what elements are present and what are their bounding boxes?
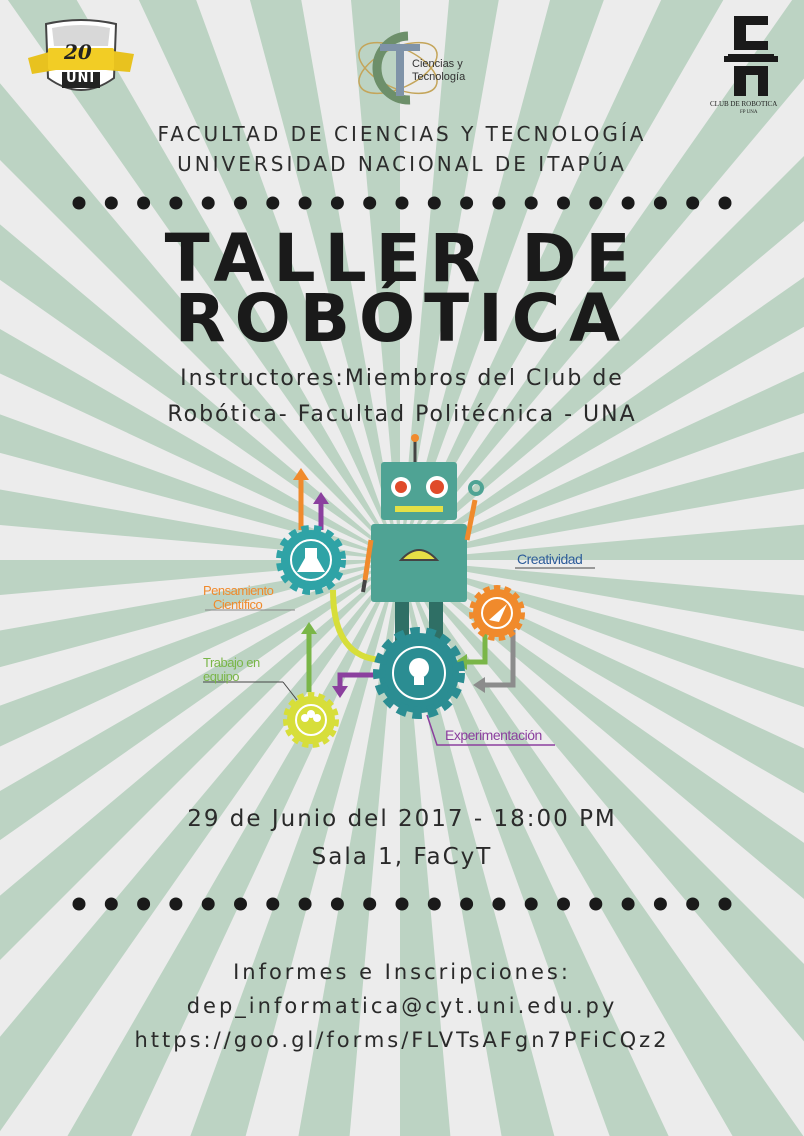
divider-dot bbox=[396, 898, 409, 911]
divider-dot bbox=[202, 898, 215, 911]
divider-dot bbox=[169, 898, 182, 911]
contact-email[interactable]: dep_informatica@cyt.uni.edu.py bbox=[186, 994, 618, 1018]
cyt-logo-line1: Ciencias y bbox=[412, 58, 463, 70]
divider-dot bbox=[460, 898, 473, 911]
divider-dot bbox=[137, 898, 150, 911]
divider-dot bbox=[331, 197, 344, 210]
divider-dot bbox=[73, 898, 86, 911]
robot-illustration bbox=[195, 430, 615, 770]
divider-dot bbox=[137, 197, 150, 210]
label-experimentacion: Experimentación bbox=[445, 727, 542, 743]
label-pensamiento-line2: Científico bbox=[213, 596, 263, 612]
divider-dot bbox=[105, 898, 118, 911]
contact-form-url[interactable]: https://goo.gl/forms/FLVTsAFgn7PFiCQz2 bbox=[134, 1028, 670, 1052]
divider-dot bbox=[460, 197, 473, 210]
divider-dot bbox=[299, 197, 312, 210]
divider-dot bbox=[266, 197, 279, 210]
divider-dot bbox=[654, 197, 667, 210]
divider-dot bbox=[363, 898, 376, 911]
cyt-logo-line2: Tecnología bbox=[412, 71, 466, 83]
divider-dot bbox=[557, 197, 570, 210]
label-trabajo-line1: Trabajo en bbox=[203, 655, 260, 670]
divider-dot bbox=[234, 197, 247, 210]
club-robotica-logo bbox=[706, 12, 796, 122]
divider-dot bbox=[428, 898, 441, 911]
uni-logo bbox=[26, 18, 136, 102]
divider-dot bbox=[686, 197, 699, 210]
cyt-logo bbox=[350, 24, 470, 106]
divider-dot bbox=[363, 197, 376, 210]
dot-divider-top bbox=[70, 194, 734, 212]
label-pensamiento-line1: Pensamiento bbox=[203, 583, 274, 598]
divider-dot bbox=[234, 898, 247, 911]
divider-dot bbox=[686, 898, 699, 911]
uni-logo-text: UNI bbox=[66, 71, 96, 86]
label-creatividad: Creatividad bbox=[517, 551, 583, 567]
divider-dot bbox=[396, 197, 409, 210]
label-trabajo-line2: equipo bbox=[203, 668, 240, 684]
divider-dot bbox=[492, 197, 505, 210]
divider-dot bbox=[719, 197, 732, 210]
divider-dot bbox=[622, 898, 635, 911]
university-name: UNIVERSIDAD NACIONAL DE ITAPÚA bbox=[177, 152, 627, 176]
label-trabajo-en-equipo bbox=[203, 656, 260, 683]
divider-dot bbox=[589, 197, 602, 210]
faculty-name: FACULTAD DE CIENCIAS Y TECNOLOGÍA bbox=[157, 122, 647, 146]
event-place: Sala 1, FaCyT bbox=[311, 844, 493, 870]
divider-dot bbox=[719, 898, 732, 911]
event-date: 29 de Junio del 2017 - 18:00 PM bbox=[187, 806, 617, 832]
instructors-line2: Robótica- Facultad Politécnica - UNA bbox=[167, 402, 637, 427]
club-logo-line1: CLUB DE ROBOTICA bbox=[710, 100, 778, 108]
contact-heading: Informes e Inscripciones: bbox=[233, 960, 571, 984]
divider-dot bbox=[589, 898, 602, 911]
label-pensamiento-cientifico bbox=[203, 584, 273, 611]
divider-dot bbox=[557, 898, 570, 911]
divider-dot bbox=[428, 197, 441, 210]
divider-dot bbox=[169, 197, 182, 210]
divider-dot bbox=[622, 197, 635, 210]
title-line2: ROBÓTICA bbox=[174, 280, 630, 357]
divider-dot bbox=[492, 898, 505, 911]
dot-divider-bottom bbox=[70, 895, 734, 913]
divider-dot bbox=[525, 898, 538, 911]
title-line1: TALLER DE bbox=[164, 220, 640, 297]
divider-dot bbox=[331, 898, 344, 911]
instructors-line1: Instructores:Miembros del Club de bbox=[180, 366, 624, 391]
divider-dot bbox=[525, 197, 538, 210]
uni-anniversary-number: 20 bbox=[64, 40, 92, 64]
divider-dot bbox=[266, 898, 279, 911]
divider-dot bbox=[73, 197, 86, 210]
divider-dot bbox=[654, 898, 667, 911]
divider-dot bbox=[299, 898, 312, 911]
club-logo-line2: FP UNA bbox=[740, 110, 758, 115]
divider-dot bbox=[105, 197, 118, 210]
divider-dot bbox=[202, 197, 215, 210]
